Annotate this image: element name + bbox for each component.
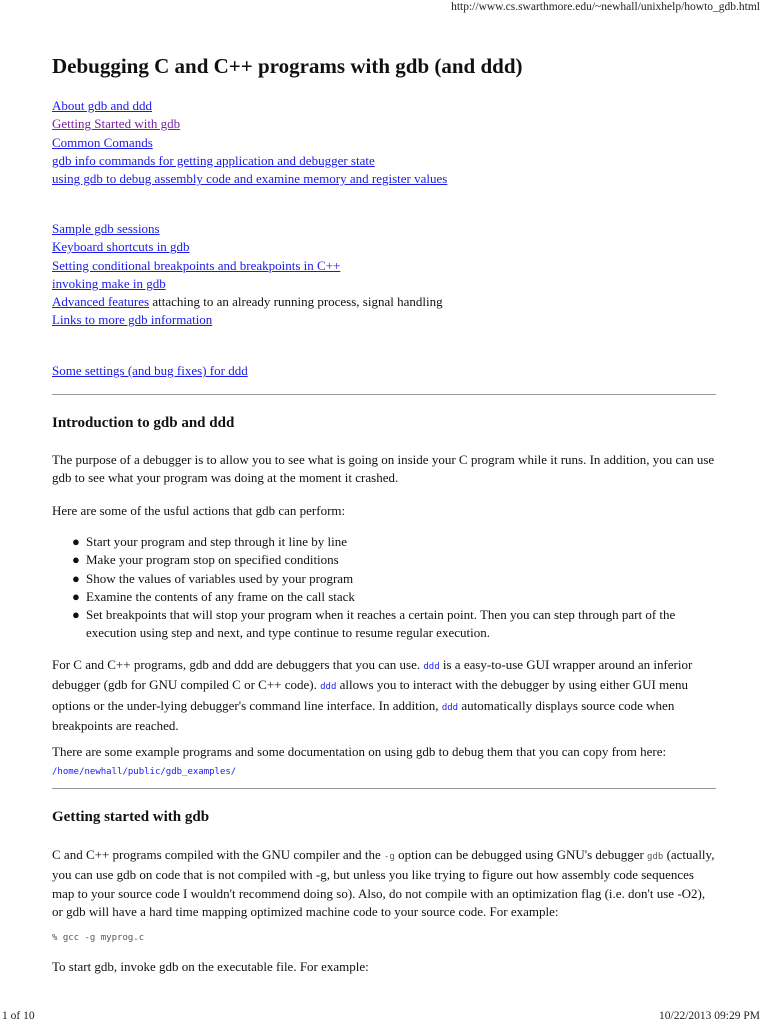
print-date: 10/22/2013 09:29 PM bbox=[659, 1010, 760, 1022]
list-item: ● Start your program and step through it line by line bbox=[72, 534, 348, 549]
inline-code: ddd bbox=[441, 702, 459, 713]
list-item: ● Set breakpoints that will stop your program when it reaches a certain point. Then you can step through part of the execution using step and next, and type continue to resume regular execution. bbox=[72, 607, 676, 641]
intro-paragraph-2: Here are some of the usful actions that gdb can perform: bbox=[52, 503, 346, 518]
page-title: Debugging C and C++ programs with gdb (and ddd) bbox=[52, 54, 523, 78]
intro-paragraph-1: The purpose of a debugger is to allow you to see what is going on inside your C program while it runs. In addition, you can use gdb to see what your program was doing at the moment it crashed. bbox=[52, 452, 715, 486]
gdb-actions-list bbox=[52, 533, 716, 643]
intro-paragraph-4: There are some example programs and some documentation on using gdb to debug them that you can copy from here: /home/newhall/public/gdb_examples/ bbox=[52, 744, 667, 778]
getting-started-paragraph-2: To start gdb, invoke gdb on the executable file. For example: bbox=[52, 959, 369, 974]
toc-group-1 bbox=[52, 97, 447, 188]
inline-code: ddd bbox=[423, 662, 440, 672]
toc-group-3 bbox=[52, 362, 248, 380]
toc-link-ddd-settings[interactable]: Some settings (and bug fixes) for ddd bbox=[52, 363, 248, 378]
toc-link-more-info[interactable]: Links to more gdb information bbox=[52, 312, 213, 328]
list-item: ● Make your program stop on specified conditions bbox=[72, 552, 339, 568]
section-divider bbox=[52, 394, 716, 395]
toc-link-info-commands[interactable]: gdb info commands for getting application and debugger state bbox=[52, 152, 375, 168]
inline-code: ddd bbox=[320, 682, 337, 693]
toc-link-getting-started[interactable]: Getting Started with gdb bbox=[52, 116, 181, 132]
toc-link-about[interactable]: About gdb and ddd bbox=[52, 98, 153, 113]
section-divider bbox=[52, 788, 716, 789]
getting-started-paragraph-1: C and C++ programs compiled with the GNU compiler and the -g option can be debugged using GNU's debugger gdb (actually, you can use gdb on code that is not compiled with -g, but unless you like trying to figure out how assembly code sequences map to your source code I wouldn't recommend doing so). Also, do not compile with an optimization flag (i.e. don't use -O2), or gdb will have a hard time mapping optimized machine code to your source code. For example: bbox=[52, 847, 715, 919]
list-item: ● Show the values of variables used by your program bbox=[72, 570, 354, 586]
toc-link-sample-sessions[interactable]: Sample gdb sessions bbox=[52, 221, 160, 236]
toc-link-common-commands[interactable]: Common Comands bbox=[52, 134, 153, 150]
list-item: ● Examine the contents of any frame on the call stack bbox=[72, 588, 355, 604]
inline-code: gdb bbox=[647, 852, 664, 862]
toc-group-2 bbox=[52, 220, 443, 330]
toc-link-advanced-features[interactable]: Advanced features bbox=[52, 294, 150, 310]
section-heading-intro: Introduction to gdb and ddd bbox=[52, 415, 235, 431]
print-header-url: http://www.cs.swarthmore.edu/~newhall/unixhelp/howto_gdb.html bbox=[451, 1, 760, 13]
toc-advanced-description: attaching to an already running process, signal handling bbox=[149, 294, 443, 310]
toc-link-keyboard-shortcuts[interactable]: Keyboard shortcuts in gdb bbox=[52, 239, 190, 255]
page-number: 1 of 10 bbox=[2, 1010, 35, 1022]
toc-link-conditional-breakpoints[interactable]: Setting conditional breakpoints and breakpoints in C++ bbox=[52, 257, 341, 273]
toc-link-invoking-make[interactable]: invoking make in gdb bbox=[52, 275, 166, 291]
section-heading-getting-started: Getting started with gdb bbox=[52, 809, 210, 825]
example-path: /home/newhall/public/gdb_examples/ bbox=[52, 767, 237, 778]
toc-link-assembly[interactable]: using gdb to debug assembly code and examine memory and register values bbox=[52, 171, 448, 187]
compile-command: % gcc -g myprog.c bbox=[52, 933, 145, 943]
inline-code: -g bbox=[384, 852, 395, 862]
intro-paragraph-3: For C and C++ programs, gdb and ddd are debuggers that you can use. ddd is a easy-to-use GUI wrapper around an inferior debugger (gdb for GNU compiled C or C++ code). ddd allows you to interact with the debugger by using either GUI menu options or the under-lying debugger's command line interface. In addition, ddd automatically displays source code when breakpoints are reached. bbox=[52, 657, 693, 733]
